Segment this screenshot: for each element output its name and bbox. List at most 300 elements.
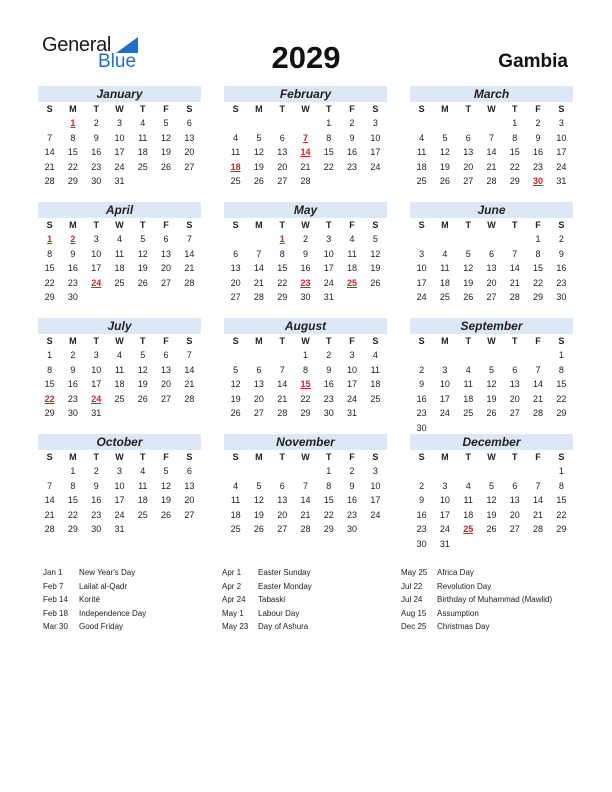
day-cell: 13 (184, 132, 195, 143)
day-cell: 14 (184, 248, 195, 259)
day-cell (131, 290, 154, 305)
day-cell: 25 (114, 277, 125, 288)
day-cell: 13 (277, 147, 288, 157)
weekday-label: M (69, 220, 77, 230)
day-cell: 2 (302, 234, 308, 244)
day-cell: 11 (138, 480, 148, 491)
day-cell: 7 (47, 132, 53, 143)
day-cell: 23 (347, 161, 358, 172)
weekday-label: S (46, 220, 53, 230)
day-cell: 12 (137, 364, 148, 375)
day-cell (480, 421, 503, 436)
weekday-label: W (115, 452, 124, 462)
day-cell (480, 537, 503, 552)
day-cell: 7 (47, 480, 53, 491)
day-cell (410, 116, 433, 131)
day-cell: 16 (556, 263, 567, 273)
day-cell: 19 (230, 393, 241, 404)
day-cell: 15 (509, 147, 520, 157)
day-cell: 31 (439, 538, 450, 549)
day-cell: 25 (416, 176, 427, 186)
day-cell: 28 (300, 176, 311, 186)
holiday-entry (43, 593, 146, 607)
day-cell: 6 (186, 118, 192, 128)
day-cell: 18 (416, 161, 427, 172)
day-cell: 11 (114, 248, 125, 259)
day-cell: 22 (323, 161, 334, 172)
month-title: May (224, 202, 387, 218)
holiday-entry-date: Aug 15 (401, 608, 427, 618)
day-cell: 17 (439, 393, 450, 404)
weekday-label: M (255, 220, 263, 230)
weekday-label: S (418, 452, 425, 462)
weekday-label: W (115, 220, 124, 230)
day-cell: 24 (347, 393, 358, 404)
day-cell: 3 (442, 364, 448, 375)
day-cell: 24 (439, 524, 450, 534)
country-name: Gambia (498, 51, 568, 72)
day-cell: 16 (347, 495, 358, 505)
week-row (224, 261, 387, 276)
day-cell (108, 290, 131, 305)
day-cell: 12 (137, 248, 148, 259)
holiday-entry (401, 566, 552, 580)
week-row (224, 232, 387, 247)
weekday-label: F (349, 452, 355, 462)
day-cell: 24 (323, 277, 334, 288)
day-cell: 23 (533, 161, 544, 172)
day-cell: 26 (486, 408, 497, 418)
day-cell: 19 (463, 277, 474, 288)
weekday-label: W (487, 336, 496, 346)
day-cell: 9 (419, 379, 425, 389)
week-row (224, 290, 387, 305)
day-cell (317, 174, 340, 189)
day-cell: 1 (47, 350, 53, 360)
day-cell: 3 (419, 248, 425, 259)
day-cell (503, 464, 526, 479)
day-cell: 30 (416, 538, 427, 549)
day-cell: 4 (465, 364, 471, 375)
holiday-entry (222, 580, 312, 594)
day-cell: 18 (439, 277, 450, 288)
day-cell: 8 (279, 248, 285, 259)
week-row (38, 479, 201, 494)
day-cell: 19 (253, 161, 264, 172)
day-cell: 21 (300, 161, 311, 172)
day-cell: 21 (533, 509, 544, 520)
day-cell: 17 (439, 509, 450, 520)
weekday-label: F (349, 104, 355, 114)
week-row (410, 406, 573, 421)
day-cell: 2 (349, 466, 355, 476)
day-cell: 15 (323, 147, 334, 157)
weekday-header (38, 450, 201, 464)
day-cell: 10 (416, 263, 427, 273)
day-cell (294, 116, 317, 131)
day-cell: 2 (93, 466, 99, 476)
weekday-header (224, 102, 387, 116)
day-cell: 8 (70, 132, 76, 143)
day-cell: 28 (509, 292, 520, 302)
day-cell: 10 (91, 248, 102, 259)
day-cell: 1 (512, 118, 518, 128)
day-cell: 20 (184, 147, 195, 157)
day-cell: 14 (533, 379, 544, 389)
day-cell: 20 (463, 161, 474, 172)
day-cell: 30 (323, 408, 334, 418)
day-cell: 31 (556, 176, 567, 186)
day-cell: 2 (558, 234, 564, 244)
day-cell: 6 (233, 248, 239, 259)
week-row (224, 479, 387, 494)
day-cell: 15 (44, 379, 55, 389)
weekday-label: M (255, 336, 263, 346)
day-cell: 15 (67, 495, 78, 505)
day-cell: 29 (323, 524, 334, 534)
day-cell: 1 (302, 350, 308, 360)
day-cell (178, 522, 201, 537)
week-row (38, 290, 201, 305)
day-cell: 31 (347, 408, 358, 418)
weekday-header (38, 334, 201, 348)
day-cell: 5 (163, 118, 169, 128)
day-cell: 6 (186, 466, 192, 476)
holiday-entry-date: May 23 (222, 622, 249, 631)
day-cell: 29 (67, 176, 78, 186)
day-cell: 8 (326, 132, 332, 143)
weekday-label: W (301, 452, 310, 462)
day-cell: 14 (184, 364, 195, 375)
day-cell: 12 (486, 379, 497, 389)
holiday-entry-name: Korité (79, 595, 100, 604)
day-cell: 29 (533, 292, 544, 302)
month-title: December (410, 434, 573, 450)
week-row (410, 363, 573, 378)
day-cell (154, 290, 177, 305)
day-cell: 10 (114, 132, 125, 143)
day-cell: 24 (370, 161, 381, 172)
weekday-label: F (163, 104, 169, 114)
holiday-entry-date: Feb 18 (43, 608, 68, 618)
weekday-label: M (441, 220, 449, 230)
week-row (224, 145, 387, 160)
weekday-label: T (93, 452, 99, 462)
day-cell: 10 (439, 495, 450, 505)
day-cell: 2 (349, 118, 355, 128)
day-cell: 30 (300, 292, 311, 302)
holiday-entry-name: Easter Monday (258, 581, 312, 591)
day-cell: 27 (277, 176, 288, 186)
holiday-entry-name: Independence Day (79, 608, 147, 618)
weekday-label: W (487, 104, 496, 114)
weekday-label: S (558, 452, 565, 462)
day-cell: 18 (463, 393, 474, 404)
day-cell: 8 (70, 480, 76, 491)
day-cell: 6 (256, 364, 262, 375)
day-cell: 6 (279, 480, 285, 491)
day-cell: 21 (509, 277, 520, 288)
day-cell: 2 (70, 350, 76, 360)
month-title: September (410, 318, 573, 334)
day-cell: 17 (347, 379, 358, 389)
weekday-label: M (441, 452, 449, 462)
day-cell: 10 (323, 248, 334, 259)
week-row (410, 116, 573, 131)
week-row (224, 116, 387, 131)
day-cell: 30 (67, 408, 78, 418)
day-cell: 31 (91, 408, 102, 418)
day-cell (340, 174, 363, 189)
holiday-entry (401, 620, 552, 634)
day-cell: 14 (300, 495, 311, 505)
day-cell: 26 (161, 161, 172, 172)
day-cell: 25 (137, 161, 148, 172)
day-cell: 22 (67, 509, 78, 520)
day-cell (480, 116, 503, 131)
day-cell (224, 116, 247, 131)
day-cell (224, 348, 247, 363)
day-cell: 4 (233, 132, 239, 143)
holiday-date: 24 (91, 277, 102, 288)
day-cell: 18 (230, 509, 241, 520)
weekday-label: T (279, 220, 285, 230)
weekday-label: T (465, 452, 471, 462)
weekday-label: S (186, 336, 193, 346)
holiday-entry (43, 620, 146, 634)
day-cell (364, 522, 387, 537)
day-cell (550, 537, 573, 552)
day-cell: 25 (114, 393, 125, 404)
day-cell: 27 (486, 292, 497, 302)
weekday-label: F (535, 104, 541, 114)
day-cell: 16 (533, 147, 544, 157)
day-cell: 1 (558, 466, 564, 476)
day-cell: 12 (161, 132, 172, 143)
day-cell: 29 (44, 408, 55, 418)
day-cell: 13 (509, 495, 520, 505)
day-cell: 20 (184, 495, 195, 505)
weekday-label: T (140, 220, 146, 230)
day-cell: 6 (512, 364, 518, 375)
holiday-entry-date: May 25 (401, 568, 428, 577)
week-row (224, 160, 387, 175)
holiday-entry-date: Apr 24 (222, 595, 246, 604)
week-row (224, 508, 387, 523)
day-cell: 23 (416, 524, 427, 534)
holiday-entry-name: Africa Day (437, 568, 474, 577)
day-cell: 21 (44, 509, 55, 520)
day-cell: 20 (486, 277, 497, 288)
day-cell: 17 (556, 147, 567, 157)
weekday-label: T (326, 220, 332, 230)
day-cell: 3 (116, 118, 122, 128)
day-cell: 15 (556, 379, 567, 389)
weekday-label: T (465, 336, 471, 346)
day-cell (550, 421, 573, 436)
day-cell: 13 (253, 379, 264, 389)
day-cell (503, 348, 526, 363)
day-cell: 19 (253, 509, 264, 520)
week-row (410, 508, 573, 523)
day-cell: 17 (416, 277, 427, 288)
day-cell: 7 (186, 234, 192, 244)
holiday-date: 1 (279, 234, 285, 244)
day-cell: 22 (556, 509, 567, 520)
weekday-header (410, 102, 573, 116)
day-cell: 12 (161, 480, 172, 491)
day-cell: 6 (163, 234, 169, 244)
weekday-label: T (512, 104, 518, 114)
day-cell: 6 (488, 248, 494, 259)
day-cell: 5 (442, 132, 448, 143)
page-title-year: 2029 (271, 40, 341, 75)
holiday-entry-name: Revolution Day (437, 581, 492, 591)
day-cell (154, 174, 177, 189)
holiday-entry (222, 566, 312, 580)
day-cell: 5 (163, 466, 169, 476)
day-cell: 28 (184, 277, 195, 288)
week-row (410, 377, 573, 392)
day-cell: 30 (416, 422, 427, 433)
day-cell: 30 (67, 292, 78, 302)
weekday-header (38, 218, 201, 232)
day-cell (433, 232, 456, 247)
day-cell: 14 (486, 147, 497, 157)
day-cell: 11 (138, 132, 148, 143)
day-cell (224, 464, 247, 479)
day-cell: 14 (44, 147, 55, 157)
day-cell: 5 (372, 234, 378, 244)
day-cell: 30 (347, 524, 358, 534)
weekday-header (224, 218, 387, 232)
day-cell (457, 537, 480, 552)
weekday-label: S (558, 220, 565, 230)
day-cell: 17 (91, 263, 102, 273)
day-cell: 2 (93, 118, 99, 128)
day-cell: 10 (91, 364, 102, 375)
week-row (410, 522, 573, 537)
weekday-label: F (163, 220, 169, 230)
day-cell: 27 (230, 292, 241, 302)
day-cell: 19 (370, 263, 381, 273)
weekday-label: T (512, 336, 518, 346)
day-cell: 13 (509, 379, 520, 389)
weekday-label: T (140, 104, 146, 114)
week-row (410, 348, 573, 363)
day-cell: 28 (533, 408, 544, 418)
day-cell: 5 (465, 248, 471, 259)
day-cell: 7 (279, 364, 285, 375)
day-cell (503, 232, 526, 247)
day-cell: 1 (558, 350, 564, 360)
day-cell: 25 (370, 393, 381, 404)
week-row (410, 464, 573, 479)
holiday-entry-date: Jul 24 (401, 595, 423, 604)
day-cell: 2 (535, 118, 541, 128)
month-august (224, 318, 387, 421)
week-row (410, 421, 573, 436)
day-cell: 3 (93, 350, 99, 360)
holiday-entry-date: Jul 22 (401, 581, 423, 591)
day-cell: 3 (116, 466, 122, 476)
day-cell: 15 (44, 263, 55, 273)
day-cell: 28 (277, 408, 288, 418)
logo-blue-text: Blue (98, 51, 137, 72)
day-cell: 22 (556, 393, 567, 404)
day-cell: 2 (419, 480, 425, 491)
week-row (410, 131, 573, 146)
day-cell: 25 (137, 509, 148, 520)
day-cell (480, 464, 503, 479)
weekday-label: M (69, 104, 77, 114)
holiday-date: 24 (91, 393, 102, 404)
day-cell: 19 (486, 509, 497, 520)
day-cell (503, 537, 526, 552)
day-cell: 16 (323, 379, 334, 389)
day-cell: 11 (114, 364, 125, 375)
day-cell: 5 (256, 132, 262, 143)
holiday-date: 22 (44, 393, 55, 404)
weekday-label: T (326, 336, 332, 346)
week-row (410, 392, 573, 407)
holiday-entry-date: May 1 (222, 608, 244, 618)
day-cell: 10 (114, 480, 125, 491)
week-row (224, 247, 387, 262)
day-cell: 11 (370, 364, 380, 375)
day-cell: 26 (463, 292, 474, 302)
weekday-label: T (93, 104, 99, 114)
weekday-label: S (558, 104, 565, 114)
day-cell: 12 (253, 147, 264, 157)
holiday-entry-name: Lailat al-Qadr (79, 581, 128, 591)
day-cell: 13 (277, 495, 288, 505)
weekday-label: T (512, 452, 518, 462)
day-cell (526, 537, 549, 552)
weekday-header (224, 334, 387, 348)
day-cell: 2 (419, 364, 425, 375)
day-cell: 20 (161, 379, 172, 389)
weekday-header (410, 334, 573, 348)
day-cell (433, 348, 456, 363)
holiday-entry-date: Apr 2 (222, 581, 242, 591)
day-cell: 5 (488, 364, 494, 375)
week-row (224, 522, 387, 537)
day-cell: 19 (161, 147, 172, 157)
holiday-entry-name: Labour Day (258, 608, 300, 618)
day-cell: 26 (370, 277, 381, 288)
week-row (410, 145, 573, 160)
month-title: August (224, 318, 387, 334)
day-cell: 12 (370, 248, 381, 259)
day-cell: 1 (535, 234, 541, 244)
weekday-label: T (140, 452, 146, 462)
day-cell: 30 (556, 292, 567, 302)
day-cell: 18 (137, 147, 148, 157)
weekday-label: F (535, 220, 541, 230)
day-cell: 27 (184, 509, 195, 520)
day-cell (526, 421, 549, 436)
day-cell: 27 (509, 408, 520, 418)
weekday-label: W (301, 220, 310, 230)
month-september (410, 318, 573, 435)
weekday-label: F (163, 336, 169, 346)
day-cell: 13 (184, 480, 195, 491)
day-cell: 21 (184, 263, 195, 273)
day-cell: 11 (230, 147, 241, 157)
day-cell: 4 (140, 466, 146, 476)
week-row (38, 160, 201, 175)
